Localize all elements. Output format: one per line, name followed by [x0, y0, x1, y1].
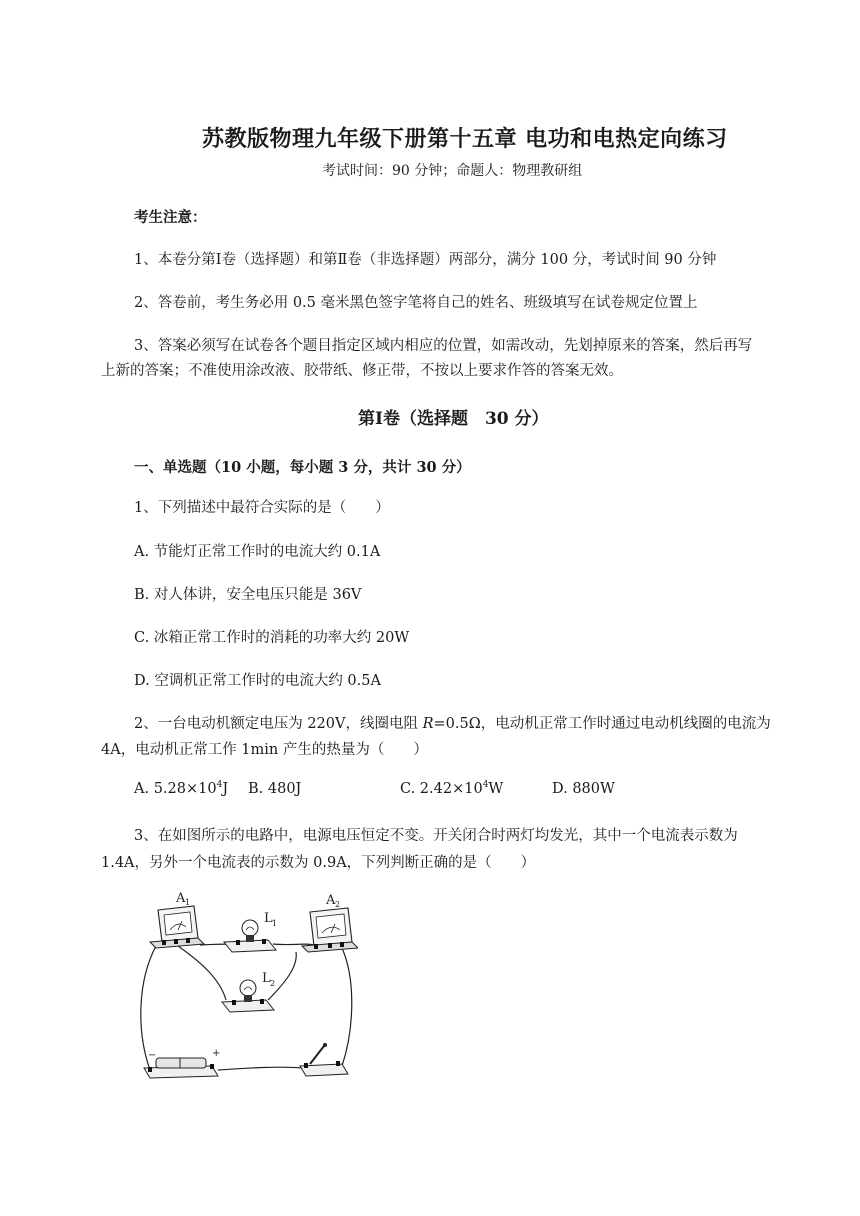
label-plus: +: [212, 1048, 221, 1059]
label-a2: A: [326, 893, 336, 908]
label-l1: L: [264, 911, 273, 926]
q1-option-c: C. 冰箱正常工作时的消耗的功率大约 20W: [134, 630, 410, 646]
q3-stem-line1: 3、在如图所示的电路中，电源电压恒定不变。开关闭合时两灯均发光，其中一个电流表示数为: [134, 828, 738, 844]
part-title: 第Ⅰ卷（选择题 30 分）: [358, 409, 549, 429]
notice-heading: 考生注意：: [134, 209, 207, 226]
label-a1-sub: 1: [185, 898, 191, 907]
q2-option-a: A. $5.28\times 10^4J$: [134, 780, 229, 797]
section-heading: 一、单选题（10 小题，每小题 3 分，共计 30 分）: [134, 459, 471, 476]
q1-stem: 1、下列描述中最符合实际的是（ ）: [134, 500, 390, 516]
label-l1-sub: 1: [272, 919, 278, 928]
label-minus: −: [148, 1050, 157, 1061]
q2-option-d: D. 880W: [552, 781, 615, 797]
resistance-symbol: R: [422, 716, 434, 732]
q1-option-a: A. 节能灯正常工作时的电流大约 0.1A: [134, 544, 381, 560]
label-l2: L: [262, 971, 271, 986]
label-a2-sub: 2: [335, 900, 341, 909]
q2-option-b: B. 480J: [248, 781, 302, 797]
switch: [300, 1043, 348, 1076]
page-title: 苏教版物理九年级下册第十五章 电功和电热定向练习: [202, 126, 728, 152]
q1-option-d: D. 空调机正常工作时的电流大约 0.5A: [134, 673, 381, 689]
q2-stem-line1: 2、一台电动机额定电压为 220V，线圈电阻 R=0.5Ω，电动机正常工作时通过电动机线圈的电流为: [134, 716, 771, 732]
exam-info: 考试时间：90 分钟；命题人：物理教研组: [322, 163, 583, 179]
q2-stem-line2: 4A，电动机正常工作 1min 产生的热量为（ ）: [101, 742, 428, 758]
q2-option-c: C. $2.42\times 10^4W$: [400, 780, 504, 797]
label-l2-sub: 2: [270, 979, 276, 988]
q1-option-b: B. 对人体讲，安全电压只能是 36V: [134, 587, 362, 603]
ammeter-a1: [150, 906, 204, 948]
circuit-diagram: [128, 890, 358, 1086]
ammeter-a2: [302, 908, 358, 952]
label-a1: A: [176, 891, 186, 906]
battery: [144, 1058, 218, 1078]
notice-item-2: 2、答卷前，考生务必用 0.5 毫米黑色签字笔将自己的姓名、班级填写在试卷规定位置上: [134, 295, 698, 311]
notice-item-3-cont: 上新的答案；不准使用涂改液、胶带纸、修正带，不按以上要求作答的答案无效。: [101, 363, 623, 379]
notice-item-1: 1、本卷分第Ⅰ卷（选择题）和第Ⅱ卷（非选择题）两部分，满分 100 分，考试时间 90 分钟: [134, 252, 717, 268]
q3-stem-line2: 1.4A，另外一个电流表的示数为 0.9A，下列判断正确的是（ ）: [101, 855, 536, 871]
notice-item-3: 3、答案必须写在试卷各个题目指定区域内相应的位置，如需改动，先划掉原来的答案，然后再写: [134, 338, 753, 354]
